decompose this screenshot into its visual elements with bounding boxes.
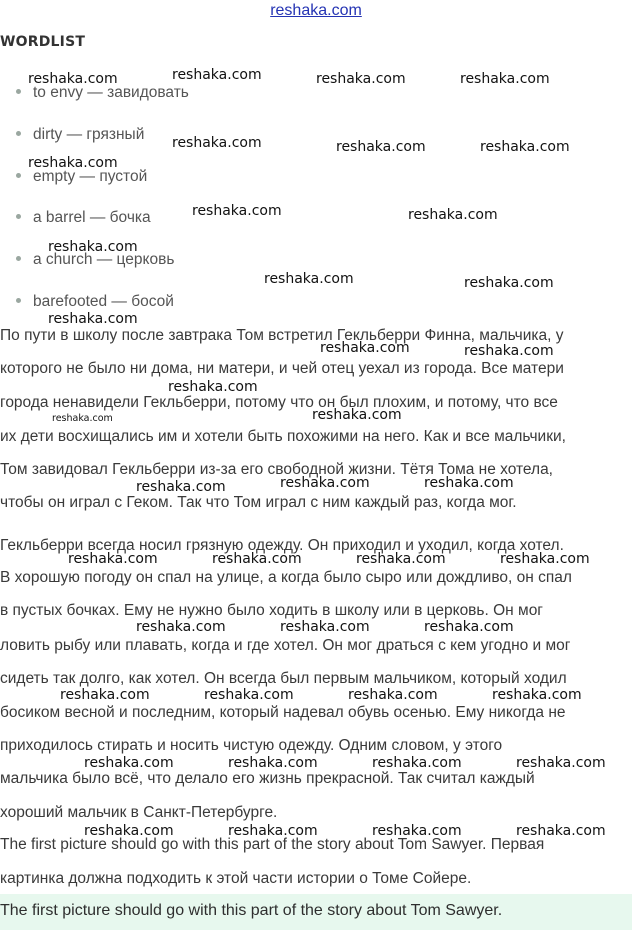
word-entry: empty — пустой — [33, 168, 148, 185]
watermark: reshaka.com — [424, 475, 514, 491]
watermark: reshaka.com — [348, 687, 438, 703]
watermark: reshaka.com — [356, 551, 446, 567]
watermark: reshaka.com — [372, 823, 462, 839]
watermark: reshaka.com — [492, 687, 582, 703]
text-line: приходилось стирать и носить чистую одежду. Одним словом, у этого — [0, 737, 503, 754]
site-link[interactable]: reshaka.com — [270, 2, 362, 19]
watermark: reshaka.com — [212, 551, 302, 567]
watermark: reshaka.com — [464, 343, 554, 359]
watermark: reshaka.com — [172, 67, 262, 83]
watermark: reshaka.com — [136, 619, 226, 635]
watermark: reshaka.com — [192, 203, 282, 219]
text-line: города ненавидели Гекльберри, потому что он был плохим, и потому, что все — [0, 394, 558, 411]
watermark: reshaka.com — [480, 139, 570, 155]
watermark: reshaka.com — [408, 207, 498, 223]
watermark: reshaka.com — [500, 551, 590, 567]
watermark: reshaka.com — [228, 755, 318, 771]
bullet-icon — [16, 89, 21, 94]
word-entry: barefooted — босой — [33, 293, 174, 310]
watermark: reshaka.com — [464, 275, 554, 291]
text-line: картинка должна подходить к этой части истории о Томе Сойере. — [0, 870, 472, 887]
text-line: хороший мальчик в Санкт-Петербурге. — [0, 804, 278, 821]
watermark: reshaka.com — [60, 687, 150, 703]
watermark: reshaka.com — [136, 479, 226, 495]
bullet-icon — [16, 131, 21, 136]
watermark: reshaka.com — [516, 755, 606, 771]
watermark: reshaka.com — [280, 475, 370, 491]
watermark: reshaka.com — [204, 687, 294, 703]
text-line: которого не было ни дома, ни матери, и чей отец уехал из города. Все матери — [0, 360, 564, 377]
bullet-icon — [16, 298, 21, 303]
text-line: босиком весной и последним, который надевал обувь осенью. Ему никогда не — [0, 704, 566, 721]
text-line: чтобы он играл с Геком. Так что Том играл с ним каждый раз, когда мог. — [0, 494, 517, 511]
watermark: reshaka.com — [52, 413, 113, 424]
text-line: в пустых бочках. Ему не нужно было ходить в школу или в церковь. Он мог — [0, 602, 543, 619]
text-line: По пути в школу после завтрака Том встретил Гекльберри Финна, мальчика, у — [0, 327, 564, 344]
text-line: Гекльберри всегда носил грязную одежду. Он приходил и уходил, когда хотел. — [0, 537, 564, 554]
text-line: Том завидовал Гекльберри из-за его свободной жизни. Тётя Тома не хотела, — [0, 461, 553, 478]
watermark: reshaka.com — [312, 407, 402, 423]
watermark: reshaka.com — [28, 71, 118, 87]
watermark: reshaka.com — [84, 823, 174, 839]
list-item — [16, 126, 144, 144]
list-item — [16, 209, 151, 227]
text-line: мальчика было всё, что делало его жизнь прекрасной. Так считал каждый — [0, 770, 535, 787]
watermark: reshaka.com — [28, 155, 118, 171]
highlight-text: The first picture should go with this part of the story about Tom Sawyer. — [0, 902, 503, 919]
text-line: сидеть так долго, как хотел. Он всегда был первым мальчиком, который ходил — [0, 670, 567, 687]
watermark: reshaka.com — [460, 71, 550, 87]
watermark: reshaka.com — [372, 755, 462, 771]
watermark: reshaka.com — [336, 139, 426, 155]
text-line: В хорошую погоду он спал на улице, а когда было сыро или дождливо, он спал — [0, 569, 572, 586]
watermark: reshaka.com — [168, 379, 258, 395]
bullet-icon — [16, 214, 21, 219]
watermark: reshaka.com — [280, 619, 370, 635]
word-entry: dirty — грязный — [33, 126, 145, 143]
watermark: reshaka.com — [48, 239, 138, 255]
text-line: The first picture should go with this part of the story about Tom Sawyer. Первая — [0, 836, 545, 853]
watermark: reshaka.com — [424, 619, 514, 635]
text-line: их дети восхищались им и хотели быть похожими на него. Как и все мальчики, — [0, 428, 566, 445]
word-entry: to envy — завидовать — [33, 84, 189, 101]
watermark: reshaka.com — [172, 135, 262, 151]
list-item — [16, 293, 174, 311]
watermark: reshaka.com — [316, 71, 406, 87]
wordlist-heading: WORDLIST — [0, 34, 86, 50]
bullet-icon — [16, 256, 21, 261]
watermark: reshaka.com — [264, 271, 354, 287]
word-entry: a church — церковь — [33, 251, 175, 268]
watermark: reshaka.com — [320, 340, 410, 356]
word-entry: a barrel — бочка — [33, 209, 151, 226]
text-line: ловить рыбу или плавать, когда и где хотел. Он мог драться с кем угодно и мог — [0, 637, 571, 654]
watermark: reshaka.com — [228, 823, 318, 839]
watermark: reshaka.com — [84, 755, 174, 771]
bullet-icon — [16, 173, 21, 178]
watermark: reshaka.com — [516, 823, 606, 839]
watermark: reshaka.com — [68, 551, 158, 567]
watermark: reshaka.com — [48, 311, 138, 327]
